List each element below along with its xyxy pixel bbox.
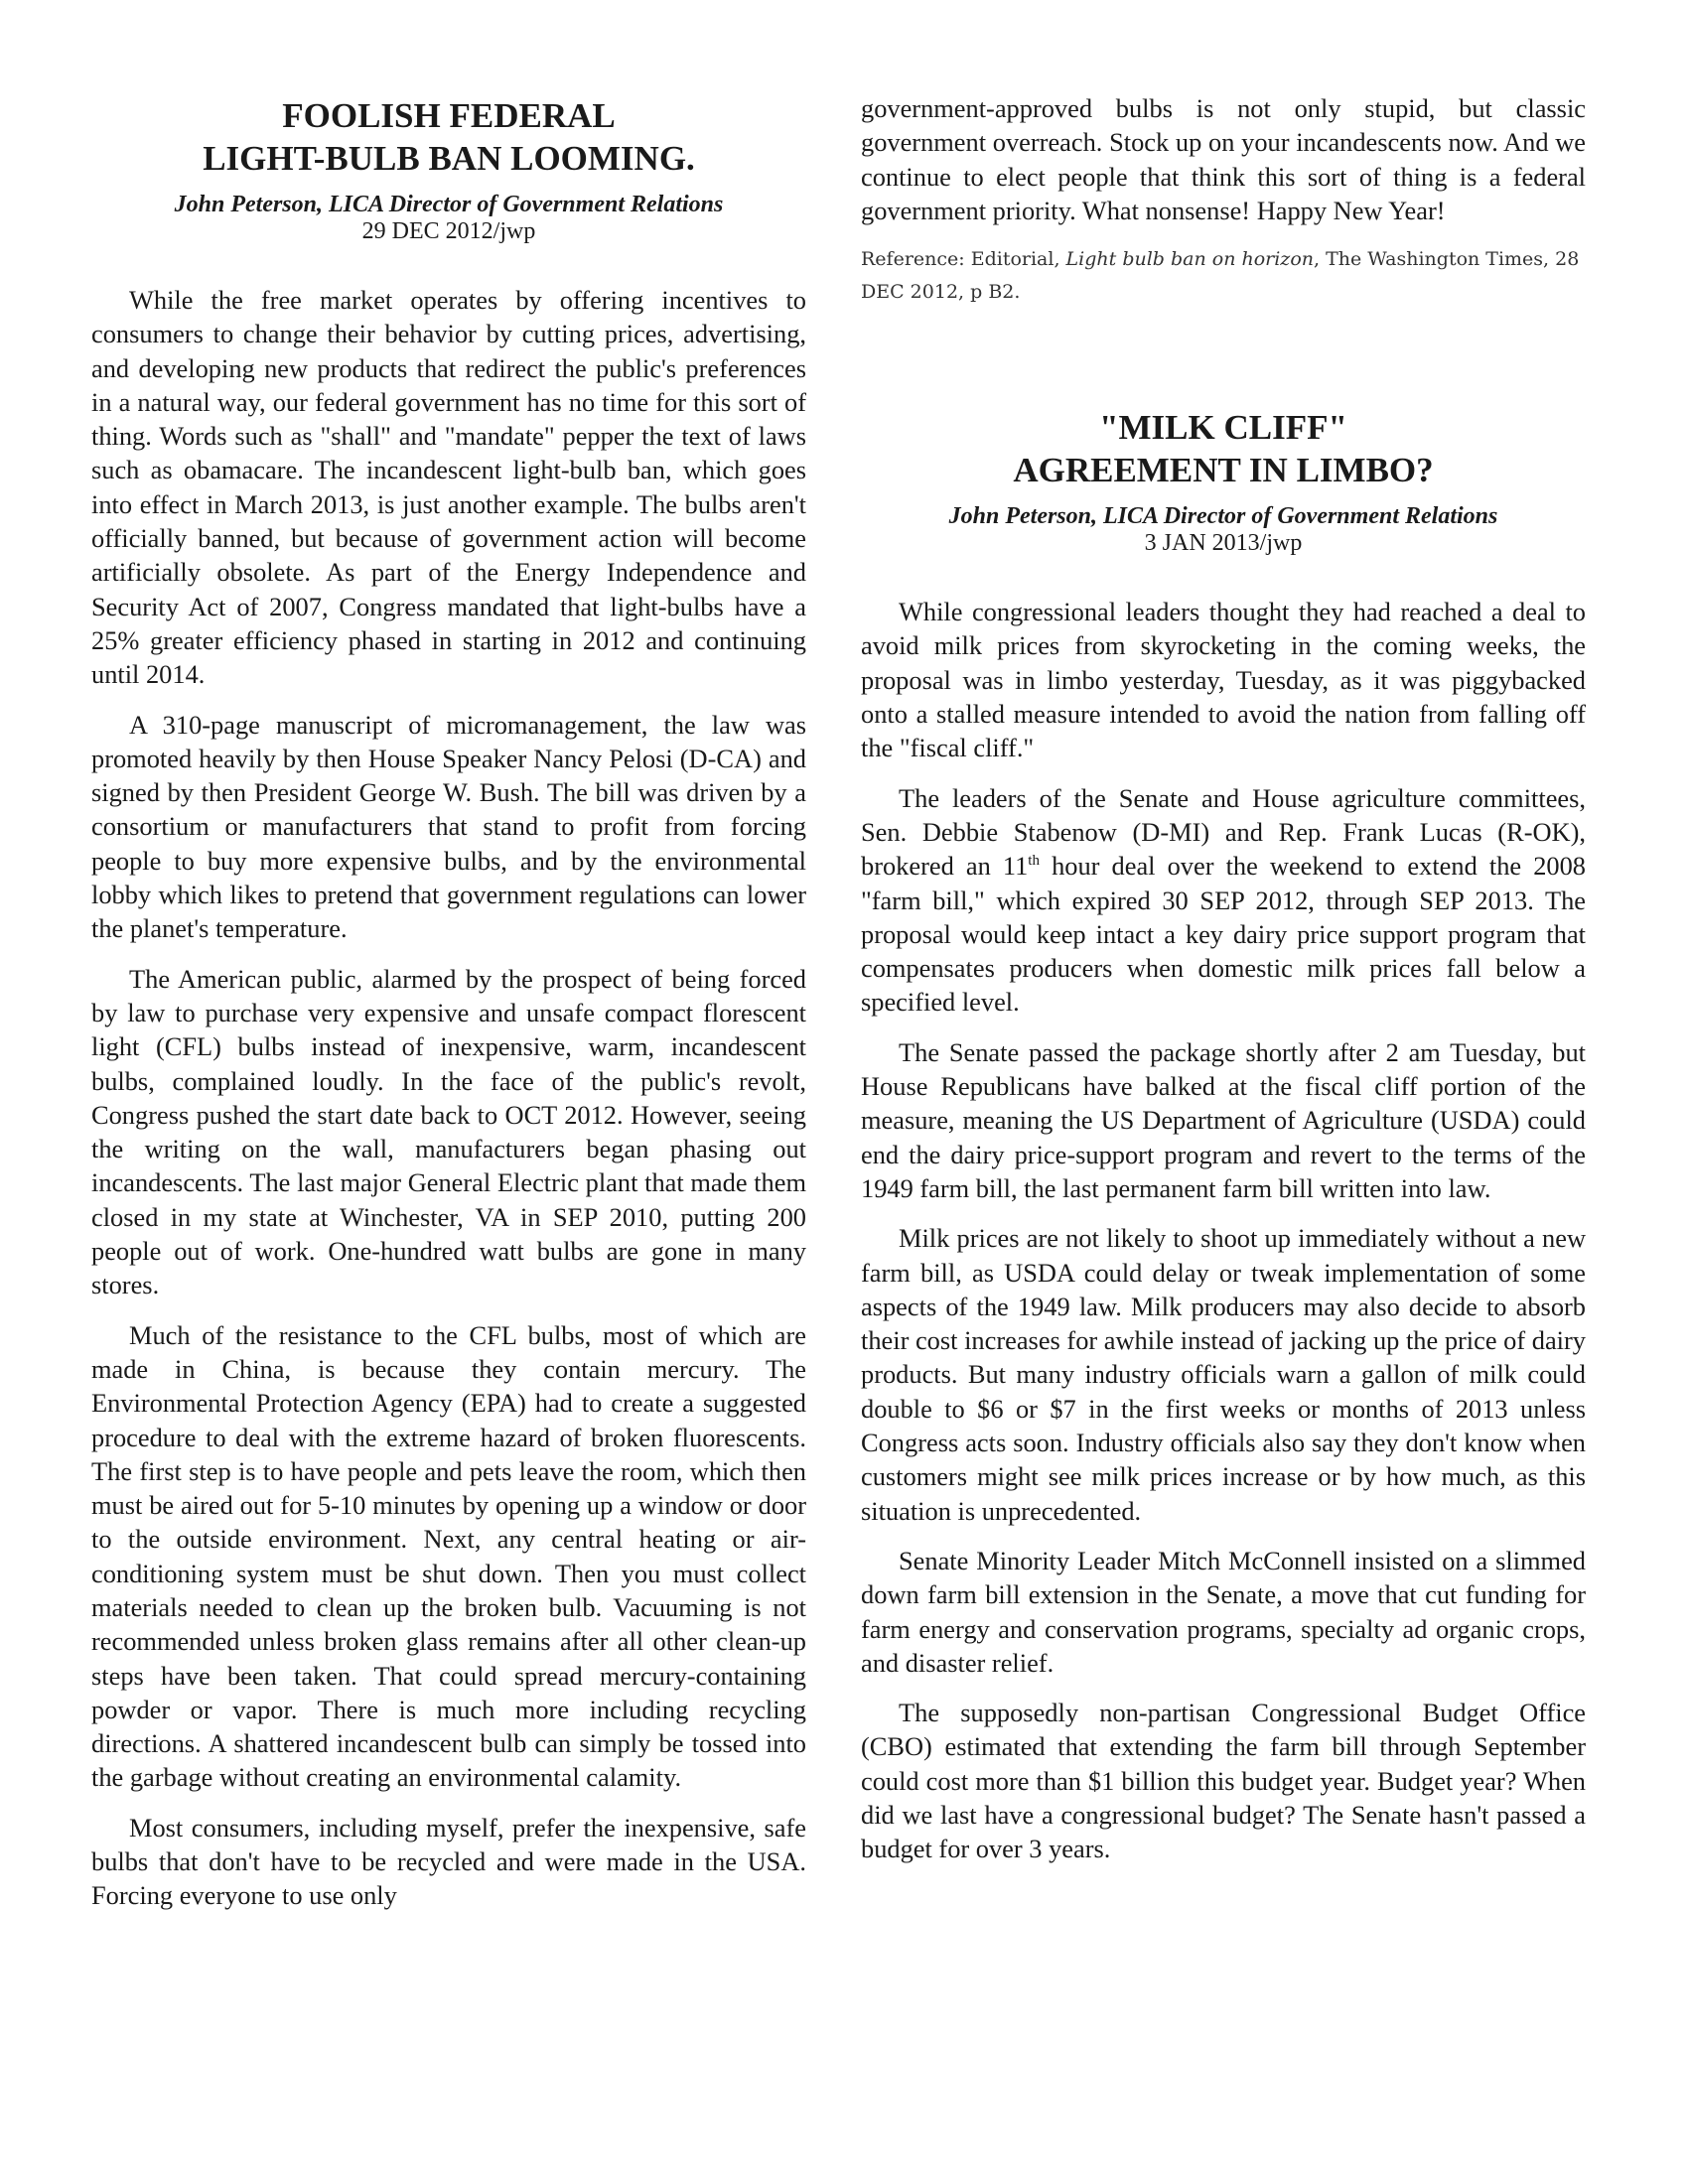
- article2-paragraph: While congressional leaders thought they had reached a deal to avoid milk prices from skyrocketing in the coming weeks, the proposal was in limbo yesterday, Tuesday, as it was piggybacked onto a stalled measure intended to avoid the nation from falling off the "fiscal cliff.": [861, 597, 1586, 763]
- reference-title: Light bulb ban on horizon: [1065, 248, 1314, 271]
- article2-paragraph: The supposedly non-partisan Congressional Budget Office (CBO) estimated that extending the farm bill through September could cost more than $1 billion this budget year. Budget year? When did we last have a congressional budget? The Senate hasn't passed a budget for over 3 years.: [861, 1698, 1586, 1864]
- article2-title: [861, 406, 1586, 491]
- article1-date: 29 DEC 2012/jwp: [361, 218, 536, 244]
- article1-title-line1: FOOLISH FEDERAL: [282, 96, 616, 135]
- article2-paragraph: [861, 781, 1586, 1020]
- article1-title-line2: LIGHT-BULB BAN LOOMING.: [203, 139, 695, 178]
- article2-paragraph: Milk prices are not likely to shoot up immediately without a new farm bill, as USDA could delay or tweak implementation of some aspects of the 1949 law. Milk producers may also decide to absorb their cost increases for awhile instead of jacking up the price of dairy products. But many industry officials warn a gallon of milk could double to $6 or $7 in the first weeks or months of 2013 unless Congress acts soon. Industry officials also say they don't know when customers might see milk prices increase or by how much, as this situation is unprecedented.: [861, 1223, 1586, 1526]
- article2-paragraph: Senate Minority Leader Mitch McConnell insisted on a slimmed down farm bill extension in the Senate, a move that cut funding for farm energy and conservation programs, specialty ad organic crops, and disaster relief.: [861, 1545, 1586, 1678]
- ordinal-suffix: th: [1028, 853, 1040, 870]
- article1-title: [91, 94, 806, 180]
- article1-reference: [861, 243, 1586, 309]
- left-column: [91, 94, 806, 1929]
- article1-paragraph: Much of the resistance to the CFL bulbs, most of which are made in China, is because they contain mercury. The Environmental Protection Agency (EPA) had to create a suggested procedure to deal with the extreme hazard of broken fluorescents. The first step is to have people and pets leave the room, which then must be aired out for 5-10 minutes by opening up a window or door to the outside environment. Next, any central heating or air-conditioning system must be shut down. Then you must collect materials needed to clean up the broken bulb. Vacuuming is not recommended unless broken glass remains after all other clean-up steps have been taken. That could spread mercury-containing powder or vapor. There is much more including recycling directions. A shattered incandescent bulb can simply be tossed into the garbage without creating an environmental calamity.: [91, 1319, 806, 1793]
- article1-paragraph: The American public, alarmed by the prospect of being forced by law to purchase very expensive and unsafe compact florescent light (CFL) bulbs instead of inexpensive, warm, incandescent bulbs, complained loudly. In the face of the public's revolt, Congress pushed the start date back to OCT 2012. However, seeing the writing on the wall, manufacturers began phasing out incandescents. The last major General Electric plant that made them closed in my state at Winchester, VA in SEP 2010, putting 200 people out of work. One-hundred watt bulbs are gone in many stores.: [91, 963, 806, 1300]
- article2: [861, 406, 1586, 1865]
- paragraph-text: hour deal over the weekend to extend the 2008 "farm bill," which expired 30 SEP 2012, through SEP 2013. The proposal would keep intact a key dairy price support program that compensates producers when domestic milk prices fall below a specified level.: [861, 851, 1586, 1018]
- article1-continuation: government-approved bulbs is not only stupid, but classic government overreach. Stock up on your incandescents now. And we continue to elect people that think this sort of thing is a federal government priority. What nonsense! Happy New Year!: [861, 93, 1586, 225]
- article1-paragraph: A 310-page manuscript of micromanagement, the law was promoted heavily by then House Speaker Nancy Pelosi (D-CA) and signed by then President George W. Bush. The bill was driven by a consortium or manufacturers that stand to profit from forcing people to buy more expensive bulbs, and by the environmental lobby which likes to pretend that government regulations can lower the planet's temperature.: [91, 709, 806, 944]
- article1-byline: John Peterson, LICA Director of Government Relations: [174, 192, 724, 217]
- article1-paragraph: While the free market operates by offering incentives to consumers to change their behavior by cutting prices, advertising, and developing new products that redirect the public's preferences in a natural way, our federal government has no time for this sort of thing. Words such as "shall" and "mandate" pepper the text of laws such as obamacare. The incandescent light-bulb ban, which goes into effect in March 2013, is just another example. The bulbs aren't officially banned, but because of government action will become artificially obsolete. As part of the Energy Independence and Security Act of 2007, Congress mandated that light-bulbs have a 25% greater efficiency phased in starting in 2012 and continuing until 2014.: [91, 285, 806, 690]
- article1-paragraph: Most consumers, including myself, prefer the inexpensive, safe bulbs that don't have to be recycled and were made in the USA. Forcing everyone to use only: [91, 1812, 806, 1911]
- article2-date: 3 JAN 2013/jwp: [1144, 530, 1303, 557]
- right-column: [861, 91, 1586, 1882]
- paragraph-text: The leaders of the Senate and House agriculture committees, Sen. Debbie Stabenow (D-MI) and Rep. Frank Lucas (R-OK), brokered an 11: [861, 782, 1586, 882]
- article2-title-line1: "MILK CLIFF": [1099, 408, 1347, 448]
- article2-byline: John Peterson, LICA Director of Government Relations: [948, 503, 1498, 530]
- article2-title-line2: AGREEMENT IN LIMBO?: [1013, 451, 1434, 490]
- reference-suffix: , The Washington Times, 28 DEC 2012, p B2.: [861, 248, 1580, 304]
- article2-paragraph: The Senate passed the package shortly after 2 am Tuesday, but House Republicans have balked at the fiscal cliff portion of the measure, meaning the US Department of Agriculture (USDA) could end the dairy price-support program and revert to the terms of the 1949 farm bill, the last permanent farm bill written into law.: [861, 1036, 1586, 1203]
- reference-prefix: Reference: Editorial,: [861, 248, 1066, 271]
